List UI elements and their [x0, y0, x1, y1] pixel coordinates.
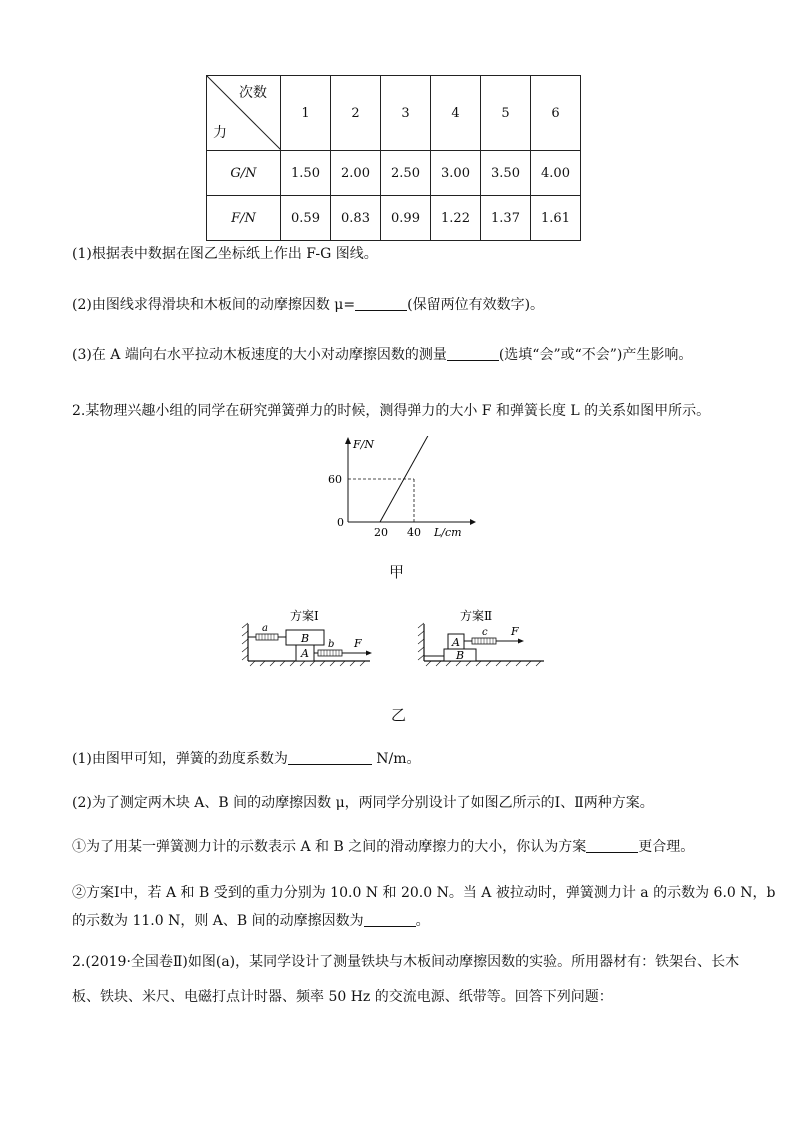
- answer-blank[interactable]: [447, 346, 499, 361]
- table-cell: 1.22: [431, 196, 481, 241]
- table-header-cell: 5: [481, 76, 531, 151]
- q3-line2: 板、铁块、米尺、电磁打点计时器、频率 50 Hz 的交流电源、纸带等。回答下列问题：: [72, 989, 613, 1005]
- x-tick-label: 40: [407, 526, 421, 539]
- table-row: [207, 196, 581, 241]
- q2-part1-suffix: N/m。: [371, 751, 421, 767]
- force-label: F: [354, 637, 362, 650]
- q2-part4-text: 的示数为 11.0 N，则 A、B 间的动摩擦因数为: [72, 913, 364, 929]
- table-header-cell: 2: [331, 76, 381, 151]
- figure-caption-yi: 乙: [391, 706, 407, 724]
- q2-part3-text: ①为了用某一弹簧测力计的示数表示 A 和 B 之间的滑动摩擦力的大小，你认为方案: [72, 839, 587, 855]
- scale-a-label: a: [262, 623, 268, 634]
- q2-part1: [72, 749, 421, 769]
- y-tick-label: 60: [328, 473, 342, 486]
- block-b-label: B: [301, 632, 310, 645]
- table-cell: 2.50: [381, 151, 431, 196]
- table-corner-cell: [207, 76, 281, 151]
- scale-c-label: c: [482, 627, 488, 638]
- table-cell: 1.50: [281, 151, 331, 196]
- x-axis-label: L/cm: [434, 526, 462, 539]
- q2-part2: (2)为了测定两木块 A、B 间的动摩擦因数 μ，两同学分别设计了如图乙所示的Ⅰ、Ⅱ两种方案。: [72, 795, 654, 811]
- table-cell: 2.00: [331, 151, 381, 196]
- answer-blank[interactable]: [586, 838, 638, 853]
- table-cell: 1.37: [481, 196, 531, 241]
- block-b-label: B: [456, 649, 465, 662]
- plan2-diagram: [414, 606, 548, 668]
- plan1-title: 方案Ⅰ: [290, 609, 319, 623]
- origin-label: 0: [337, 516, 344, 529]
- q1-part3-text: (3)在 A 端向右水平拉动木板速度的大小对动摩擦因数的测量: [72, 347, 447, 363]
- row-label: G/N: [207, 151, 281, 196]
- plan2-title: 方案Ⅱ: [460, 609, 493, 623]
- y-axis-label: F/N: [353, 438, 374, 451]
- q2-part4-suffix: 。: [415, 913, 430, 929]
- answer-blank[interactable]: [364, 912, 416, 927]
- q1-part2-text: (2)由图线求得滑块和木板间的动摩擦因数 μ=: [72, 297, 356, 313]
- y-axis-arrow: [345, 437, 351, 444]
- force-length-graph: [320, 436, 480, 540]
- block-a-label: A: [452, 636, 460, 649]
- table-header-cell: 6: [531, 76, 581, 151]
- table-cell: 0.99: [381, 196, 431, 241]
- spring-scale-a: [256, 634, 278, 640]
- table-cell: 3.50: [481, 151, 531, 196]
- q1-part2-suffix: (保留两位有效数字)。: [407, 297, 545, 313]
- table-cell: 0.83: [331, 196, 381, 241]
- x-tick-label: 20: [374, 526, 388, 539]
- q1-part3: [72, 345, 692, 365]
- q2-part1-text: (1)由图甲可知，弹簧的劲度系数为: [72, 751, 288, 767]
- q2-part4-line2: [72, 911, 430, 931]
- q2-part3: [72, 837, 694, 857]
- answer-blank[interactable]: [288, 750, 372, 765]
- q2-part4-line1: ②方案Ⅰ中，若 A 和 B 受到的重力分别为 10.0 N 和 20.0 N。当 A 被拉动时，弹簧测力计 a 的示数为 6.0 N，b: [72, 885, 776, 901]
- q1-part3-suffix: (选填“会”或“不会”)产生影响。: [498, 347, 693, 363]
- q2-part3-suffix: 更合理。: [638, 839, 695, 855]
- plan1-diagram: [238, 606, 378, 668]
- force-label: F: [511, 625, 519, 638]
- q2-intro: 2.某物理兴趣小组的同学在研究弹簧弹力的时候，测得弹力的大小 F 和弹簧长度 L 的关系如图甲所示。: [72, 403, 711, 419]
- answer-blank[interactable]: [355, 296, 407, 311]
- figure-caption-jia: 甲: [389, 563, 405, 581]
- scale-b-label: b: [328, 639, 335, 650]
- corner-top-label: 次数: [239, 85, 267, 101]
- table-cell: 4.00: [531, 151, 581, 196]
- table-cell: 1.61: [531, 196, 581, 241]
- table-header-cell: 3: [381, 76, 431, 151]
- table-row: [207, 151, 581, 196]
- table-cell: 3.00: [431, 151, 481, 196]
- table-cell: 0.59: [281, 196, 331, 241]
- q1-part1: (1)根据表中数据在图乙坐标纸上作出 F-G 图线。: [72, 246, 378, 262]
- q1-part2: [72, 295, 544, 315]
- block-a-label: A: [301, 647, 309, 660]
- table-header-cell: 4: [431, 76, 481, 151]
- q3-line1: 2.(2019·全国卷Ⅱ)如图(a)，某同学设计了测量铁块与木板间动摩擦因数的实验。所用器材有：铁架台、长木: [72, 954, 740, 970]
- table-header-cell: 1: [281, 76, 331, 151]
- row-label: F/N: [207, 196, 281, 241]
- corner-bottom-label: 力: [213, 125, 227, 141]
- data-table: [206, 75, 581, 241]
- x-axis-arrow: [470, 519, 476, 525]
